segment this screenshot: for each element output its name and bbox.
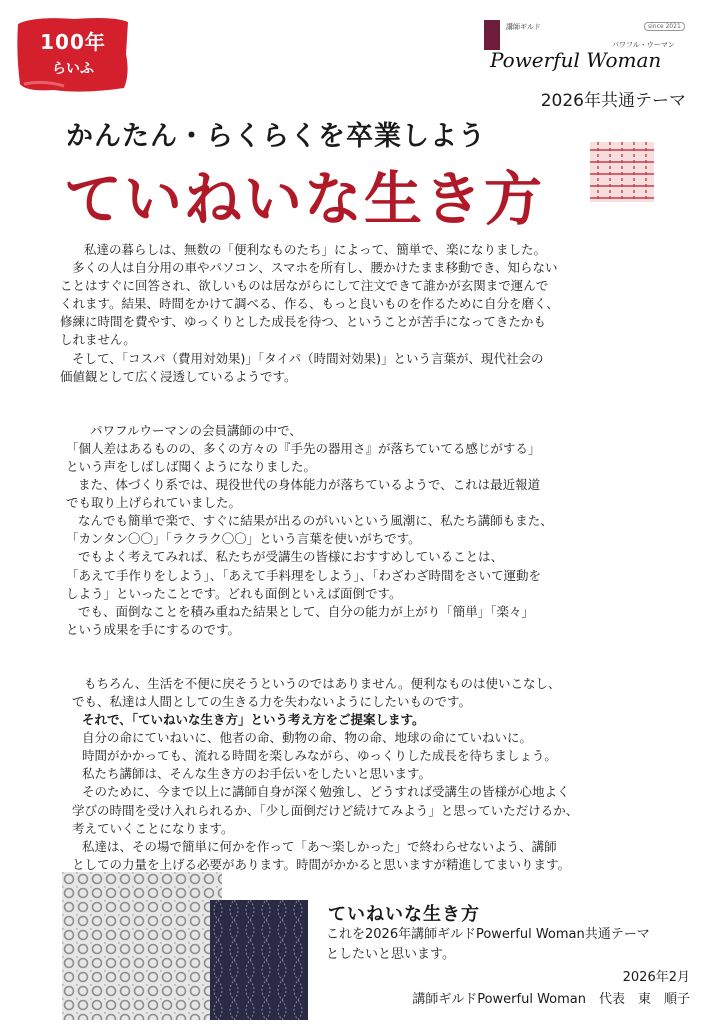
brand-kana: パワフル・ウーマン [612,41,675,49]
brand-name: Powerful Woman [490,48,662,72]
body-line: もちろん、生活を不便に戻そうというのではありません。便利なものは使いこなし、 [84,675,561,691]
footer-title: ていねいな生き方 [328,904,480,925]
body-line: パワフルウーマンの会員講師の中で、 [90,422,302,438]
navy-sashiko-fabric-image [210,900,308,1020]
body-text [60,241,652,874]
footer-signature: 講師ギルドPowerful Woman 代表 東 順子 [412,992,690,1007]
brand-mark [484,20,500,50]
brand-logo [484,18,704,72]
body-line: 価値観として広く浸透しているようです。 [60,368,297,384]
body-line: また、体づくり系では、現役世代の身体能力が落ちているようで、これは最近報道 [78,477,541,493]
body-line: しよう」といったことです。どれも面倒といえば面倒です。 [66,585,402,601]
body-line: 「あえて手作りをしよう」、「あえて手料理をしよう」、「わざわざ時間をさいて運動を [66,567,542,583]
body-line: 私達は、その場で簡単に何かを作って「あ〜楽しかった」で終わらせないよう、講師 [82,838,557,854]
body-line: 「個人差はあるものの、多くの方々の『手先の器用さ』が落ちていてる感じがする」 [66,440,541,456]
body-line: 考えていくことになります。 [72,820,234,836]
body-line: でも、面倒なことを積み重ねた結果として、自分の能力が上がり「簡単」「楽々」 [78,603,535,619]
body-line: でも、私達は人間としての生きる力を失わないようにしたいものです。 [72,693,472,709]
footer-date: 2026年2月 [622,970,690,985]
page-title: ていねいな生き方 [64,165,545,233]
badge-line-1: 100年 [40,30,106,54]
white-sashiko-fabric-image [62,872,222,1020]
body-line-emphasis: それで、「ていねいな生き方」という考え方をご提案します。 [82,712,425,728]
brand-guild: 講師ギルド [506,23,541,31]
badge-100nen-life [14,14,132,94]
body-line: 学びの時間を受け入れられるか、「少し面倒だけど続けてみよう」と思っていただけるか、 [72,802,579,818]
footer-text-line-2: としたいと思います。 [326,947,455,962]
body-line: 修練に時間を費やす、ゆっくりとした成長を待つ、ということが苦手になってきたかも [60,314,546,330]
theme-label: 2026年共通テーマ [540,91,686,111]
body-line: 「カンタン〇〇」「ラクラク〇〇」という言葉を使いがちです。 [66,531,421,547]
body-line: そのために、今まで以上に講師自身が深く勉強し、どうすれば受講生の皆様が心地よく [82,784,570,800]
body-line: 自分の命にていねいに、他者の命、動物の命、物の命、地球の命にていねいに。 [82,730,533,746]
body-line: 時間がかかっても、流れる時間を楽しみながら、ゆっくりした成長を待ちましょう。 [82,748,557,764]
body-line: でもよく考えてみれば、私たちが受講生の皆様におすすめしていることは、 [78,549,504,565]
subtitle: かんたん・らくらくを卒業しよう [66,121,486,152]
body-line: という成果を手にするのです。 [66,621,241,637]
body-line: 私たち講師は、そんな生き方のお手伝いをしたいと思います。 [82,766,432,782]
body-line: くれます。結果、時間をかけて調べる、作る、もっと良いものを作るために自分を磨く、 [60,296,559,312]
body-line: としての力量を上げる必要があります。時間がかかると思いますが精進してまいります。 [72,856,571,872]
footer-text [326,925,650,965]
body-line: ことはすぐに回答され、欲しいものは居ながらにして注文できて誰かが玄関まで運んで [60,278,549,294]
sashiko-pattern-image [590,142,654,202]
body-line: そして、「コスパ（費用対効果)」「タイパ（時間対効果)」という言葉が、現代社会の [72,350,544,366]
body-line: 多くの人は自分用の車やパソコン、スマホを所有し、腰かけたまま移動でき、知らない [72,260,558,276]
badge-line-2: らいふ [52,61,94,77]
body-line: でも取り上げられていました。 [66,495,242,511]
brand-tag: since 2021 [644,22,685,31]
body-line: しれません。 [60,332,136,348]
footer-text-line-1: これを2026年講師ギルドPowerful Woman共通テーマ [326,927,650,942]
body-line: なんでも簡単で楽で、すぐに結果が出るのがいいという風潮に、私たち講師もまた、 [78,513,553,529]
body-line: という声をしばしば聞くようになりました。 [66,458,317,474]
body-line: 私達の暮らしは、無数の「便利なものたち」によって、簡単で、楽になりました。 [84,242,547,257]
